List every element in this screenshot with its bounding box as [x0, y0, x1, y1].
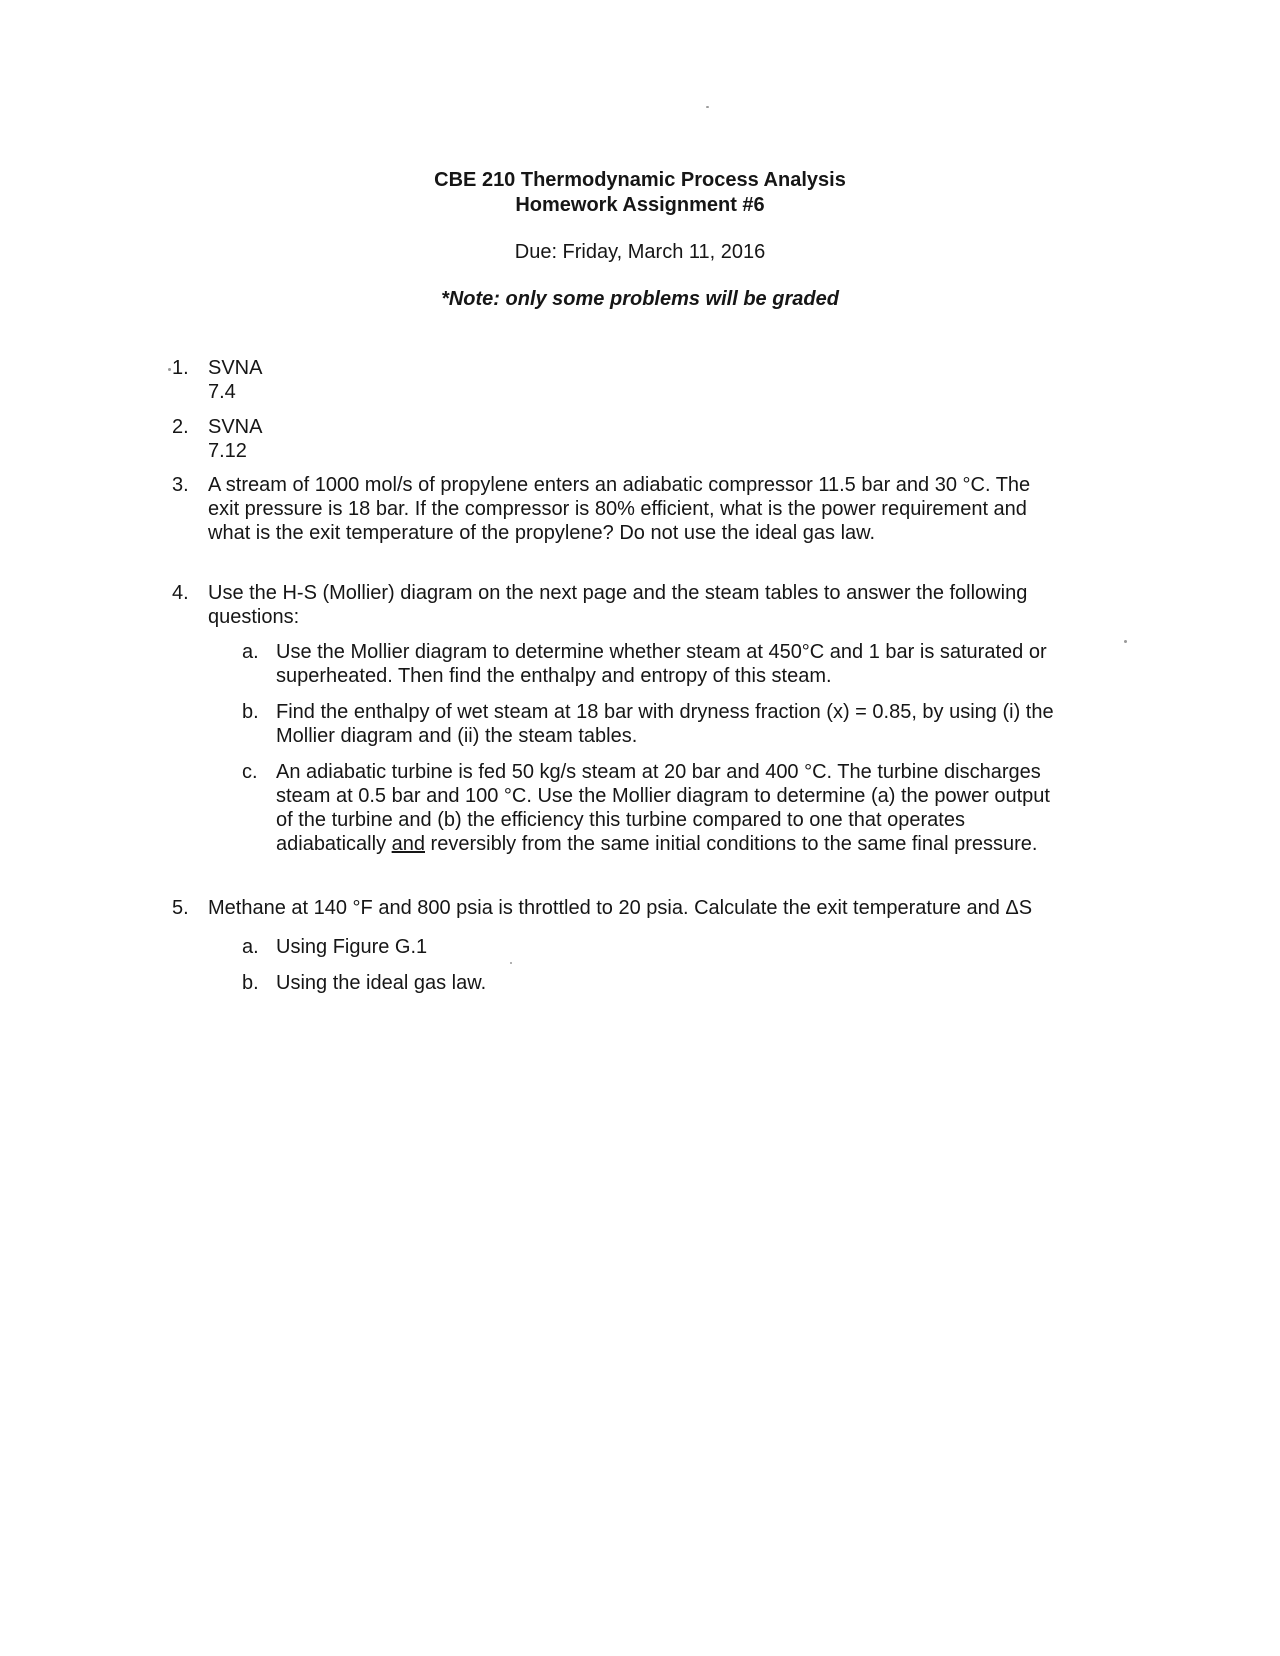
problem-5 — [172, 896, 1092, 926]
problem-4c — [242, 760, 1102, 860]
sub-letter: a. — [242, 641, 259, 663]
sub-letter: c. — [242, 761, 258, 783]
problem-line: Use the H-S (Mollier) diagram on the next page and the steam tables to answer the following — [208, 582, 1028, 604]
problem-4a — [242, 640, 1082, 690]
problem-line: questions: — [208, 606, 300, 628]
problem-3 — [172, 473, 1072, 553]
problem-number: 3. — [172, 474, 189, 496]
sub-line-start: adiabatically — [276, 833, 392, 855]
problem-text: SVNA 7.12 — [208, 416, 262, 462]
scan-speck — [168, 368, 171, 371]
problem-text — [208, 581, 1027, 629]
scan-speck — [1124, 640, 1127, 643]
sub-line: Find the enthalpy of wet steam at 18 bar with dryness fraction (x) = 0.85, by using (i) the — [276, 701, 1054, 723]
problem-5a — [242, 935, 742, 963]
problem-number: 2. — [172, 416, 189, 438]
problem-line: A stream of 1000 mol/s of propylene enters an adiabatic compressor 11.5 bar and 30 °C. The — [208, 474, 1031, 496]
sub-line: of the turbine and (b) the efficiency this turbine compared to one that operates — [276, 809, 965, 831]
problem-number: 1. — [172, 357, 189, 379]
sub-line: steam at 0.5 bar and 100 °C. Use the Mollier diagram to determine (a) the power output — [276, 785, 1050, 807]
sub-text: Using Figure G.1 — [276, 936, 428, 958]
grading-note: *Note: only some problems will be graded — [441, 288, 839, 310]
assignment-title: Homework Assignment #6 — [515, 194, 765, 216]
sub-text: Using the ideal gas law. — [276, 972, 487, 994]
scan-speck — [706, 106, 709, 108]
course-title: CBE 210 Thermodynamic Process Analysis — [434, 169, 846, 191]
problem-text — [208, 473, 1030, 545]
sub-line: An adiabatic turbine is fed 50 kg/s steam at 20 bar and 400 °C. The turbine discharges — [276, 761, 1041, 783]
sub-letter: a. — [242, 936, 259, 958]
problem-5b — [242, 971, 742, 999]
sub-letter: b. — [242, 972, 259, 994]
sub-line — [276, 832, 1050, 856]
problem-line: exit pressure is 18 bar. If the compressor is 80% efficient, what is the power requirement and — [208, 498, 1027, 520]
document-header — [0, 168, 1280, 312]
sub-letter: b. — [242, 701, 259, 723]
problem-4 — [172, 581, 1072, 641]
problem-line: what is the exit temperature of the propylene? Do not use the ideal gas law. — [208, 522, 876, 544]
sub-text — [276, 760, 1050, 856]
problem-number: 4. — [172, 582, 189, 604]
sub-line-end: reversibly from the same initial conditions to the same final pressure. — [425, 833, 1038, 855]
problem-number: 5. — [172, 897, 189, 919]
due-date: Due: Friday, March 11, 2016 — [514, 241, 766, 263]
scan-speck — [510, 962, 512, 964]
sub-text — [276, 700, 1054, 748]
underlined-word: and — [391, 833, 425, 855]
sub-line: Use the Mollier diagram to determine whether steam at 450°C and 1 bar is saturated or — [276, 641, 1047, 663]
problem-4b — [242, 700, 1082, 750]
sub-line: superheated. Then find the enthalpy and entropy of this steam. — [276, 665, 832, 687]
problem-text: Methane at 140 °F and 800 psia is throttled to 20 psia. Calculate the exit temperature and ΔS — [208, 897, 1033, 919]
sub-line: Mollier diagram and (ii) the steam tables. — [276, 725, 638, 747]
sub-text — [276, 640, 1047, 688]
problem-text: SVNA 7.4 — [208, 357, 262, 403]
